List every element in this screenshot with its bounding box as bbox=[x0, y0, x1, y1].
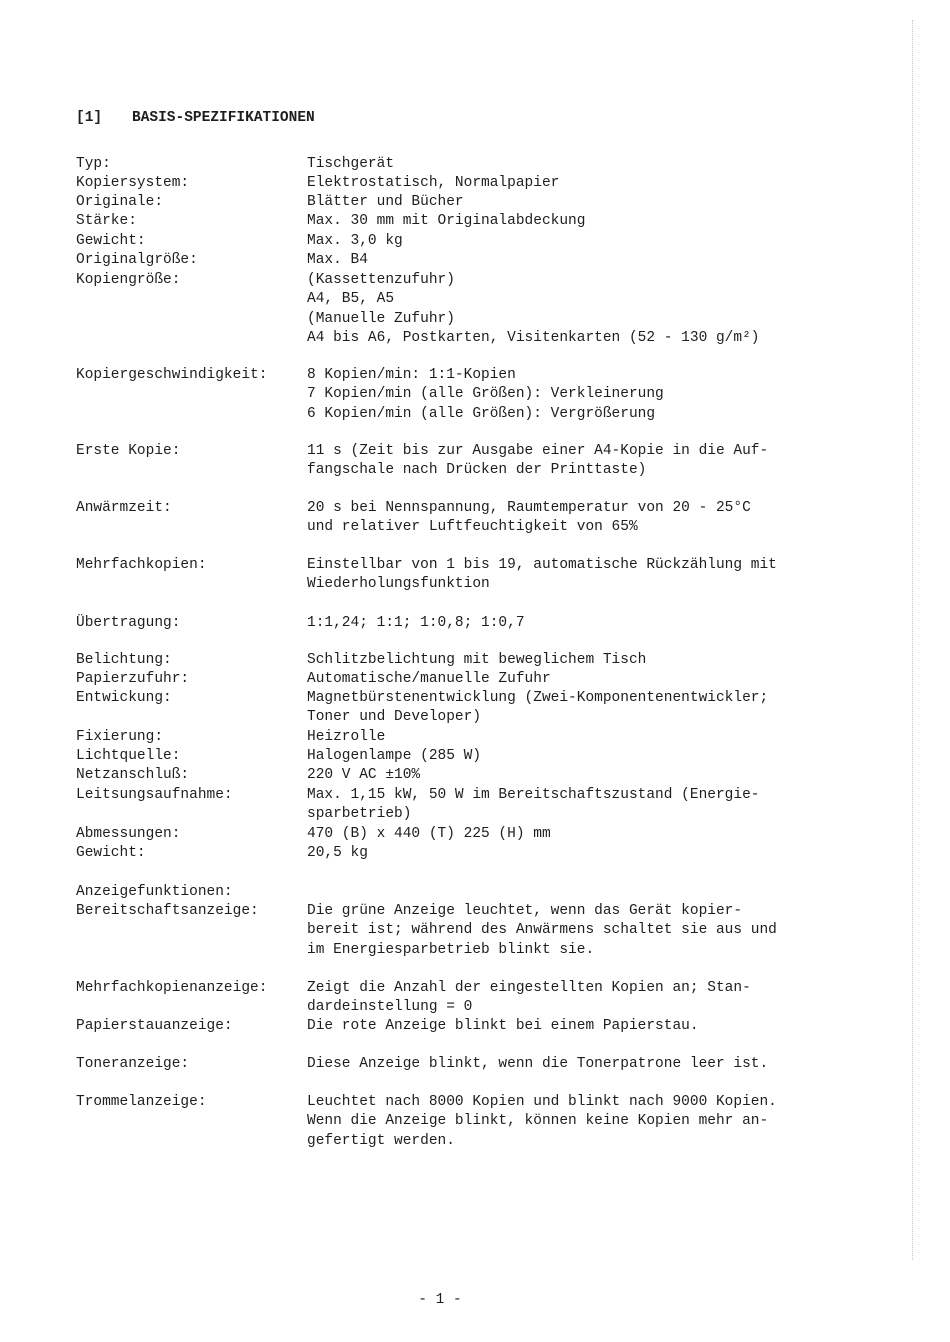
spec-label: Mehrfachkopien: bbox=[76, 557, 207, 573]
spec-value-line: 1:1,24; 1:1; 1:0,8; 1:0,7 bbox=[307, 615, 525, 631]
spec-label: Kopiergeschwindigkeit: bbox=[76, 367, 268, 383]
spec-label: Gewicht: bbox=[76, 233, 146, 249]
spec-label: Anzeigefunktionen: bbox=[76, 884, 233, 900]
spec-value-line: Wenn die Anzeige blinkt, können keine Kopien mehr an- bbox=[307, 1113, 769, 1130]
spec-value-line: Toner und Developer) bbox=[307, 709, 482, 726]
spec-label: Papierzufuhr: bbox=[76, 671, 190, 687]
spec-value-line: Magnetbürstenentwicklung (Zwei-Komponentenentwickler; bbox=[307, 690, 769, 706]
spec-label: Anwärmzeit: bbox=[76, 500, 172, 516]
spec-value-line: sparbetrieb) bbox=[307, 806, 412, 823]
spec-value-line: und relativer Luftfeuchtigkeit von 65% bbox=[307, 519, 638, 536]
spec-label: Übertragung: bbox=[76, 615, 181, 631]
spec-label: Lichtquelle: bbox=[76, 748, 181, 764]
spec-value-line: Heizrolle bbox=[307, 729, 386, 745]
spec-value-line: fangschale nach Drücken der Printtaste) bbox=[307, 462, 647, 479]
spec-value-line: 20 s bei Nennspannung, Raumtemperatur von 20 - 25°C bbox=[307, 500, 751, 516]
spec-label: Netzanschluß: bbox=[76, 767, 190, 783]
spec-value-line: 20,5 kg bbox=[307, 845, 368, 861]
spec-value-line: A4 bis A6, Postkarten, Visitenkarten (52 - 130 g/m²) bbox=[307, 329, 760, 346]
spec-label: Leitsungsaufnahme: bbox=[76, 787, 233, 803]
spec-label: Entwickung: bbox=[76, 690, 172, 706]
spec-value-line: Max. 1,15 kW, 50 W im Bereitschaftszustand (Energie- bbox=[307, 787, 760, 803]
spec-value-line: Max. B4 bbox=[307, 252, 368, 268]
spec-label: Kopiengröße: bbox=[76, 272, 181, 288]
page-number: - 1 - bbox=[418, 1292, 462, 1308]
spec-value-line: Max. 30 mm mit Originalabdeckung bbox=[307, 213, 586, 229]
spec-value-line: Max. 3,0 kg bbox=[307, 233, 403, 249]
spec-value-line: Diese Anzeige blinkt, wenn die Tonerpatrone leer ist. bbox=[307, 1056, 769, 1072]
spec-value-line: Zeigt die Anzahl der eingestellten Kopien an; Stan- bbox=[307, 980, 751, 996]
spec-value-line: Schlitzbelichtung mit beweglichem Tisch bbox=[307, 652, 647, 668]
spec-value-line: 470 (B) x 440 (T) 225 (H) mm bbox=[307, 826, 551, 842]
spec-value-line: 11 s (Zeit bis zur Ausgabe einer A4-Kopie in die Auf- bbox=[307, 443, 769, 459]
spec-value-line: Elektrostatisch, Normalpapier bbox=[307, 175, 560, 191]
spec-value-line: Tischgerät bbox=[307, 156, 395, 172]
spec-value-line: Wiederholungsfunktion bbox=[307, 576, 490, 593]
spec-value-line: (Kassettenzufuhr) bbox=[307, 272, 455, 288]
spec-label: Mehrfachkopienanzeige: bbox=[76, 980, 268, 996]
spec-label: Papierstauanzeige: bbox=[76, 1018, 233, 1034]
spec-label: Originalgröße: bbox=[76, 252, 198, 268]
spec-label: Kopiersystem: bbox=[76, 175, 190, 191]
spec-value-line: Die grüne Anzeige leuchtet, wenn das Gerät kopier- bbox=[307, 903, 743, 919]
spec-label: Gewicht: bbox=[76, 845, 146, 861]
spec-label: Fixierung: bbox=[76, 729, 164, 745]
spec-label: Belichtung: bbox=[76, 652, 172, 668]
spec-value-line: Die rote Anzeige blinkt bei einem Papierstau. bbox=[307, 1018, 699, 1034]
spec-value-line: 220 V AC ±10% bbox=[307, 767, 421, 783]
section-number: [1] bbox=[76, 110, 103, 126]
spec-label: Abmessungen: bbox=[76, 826, 181, 842]
spec-label: Toneranzeige: bbox=[76, 1056, 190, 1072]
spec-value-line: im Energiesparbetrieb blinkt sie. bbox=[307, 941, 595, 958]
spec-value-line: gefertigt werden. bbox=[307, 1132, 455, 1149]
section-title: BASIS-SPEZIFIKATIONEN bbox=[132, 110, 315, 126]
spec-value-line: 7 Kopien/min (alle Größen): Verkleinerung bbox=[307, 386, 664, 403]
spec-label: Bereitschaftsanzeige: bbox=[76, 903, 259, 919]
spec-value-line: (Manuelle Zufuhr) bbox=[307, 310, 455, 327]
spec-value-line: 6 Kopien/min (alle Größen): Vergrößerung bbox=[307, 405, 656, 422]
spec-value-line: 8 Kopien/min: 1:1-Kopien bbox=[307, 367, 516, 383]
spec-value-line: Halogenlampe (285 W) bbox=[307, 748, 482, 764]
spec-value-line: Leuchtet nach 8000 Kopien und blinkt nach 9000 Kopien. bbox=[307, 1094, 777, 1110]
spec-value-line: Blätter und Bücher bbox=[307, 194, 464, 210]
spec-value-line: bereit ist; während des Anwärmens schaltet sie aus und bbox=[307, 922, 777, 939]
spec-label: Stärke: bbox=[76, 213, 137, 229]
spec-value-line: Einstellbar von 1 bis 19, automatische Rückzählung mit bbox=[307, 557, 777, 573]
spec-label: Trommelanzeige: bbox=[76, 1094, 207, 1110]
spec-label: Originale: bbox=[76, 194, 164, 210]
spec-label: Typ: bbox=[76, 156, 111, 172]
spec-value-line: A4, B5, A5 bbox=[307, 291, 395, 308]
spec-value-line: Automatische/manuelle Zufuhr bbox=[307, 671, 551, 687]
spec-value-line: dardeinstellung = 0 bbox=[307, 999, 473, 1016]
spec-label: Erste Kopie: bbox=[76, 443, 181, 459]
